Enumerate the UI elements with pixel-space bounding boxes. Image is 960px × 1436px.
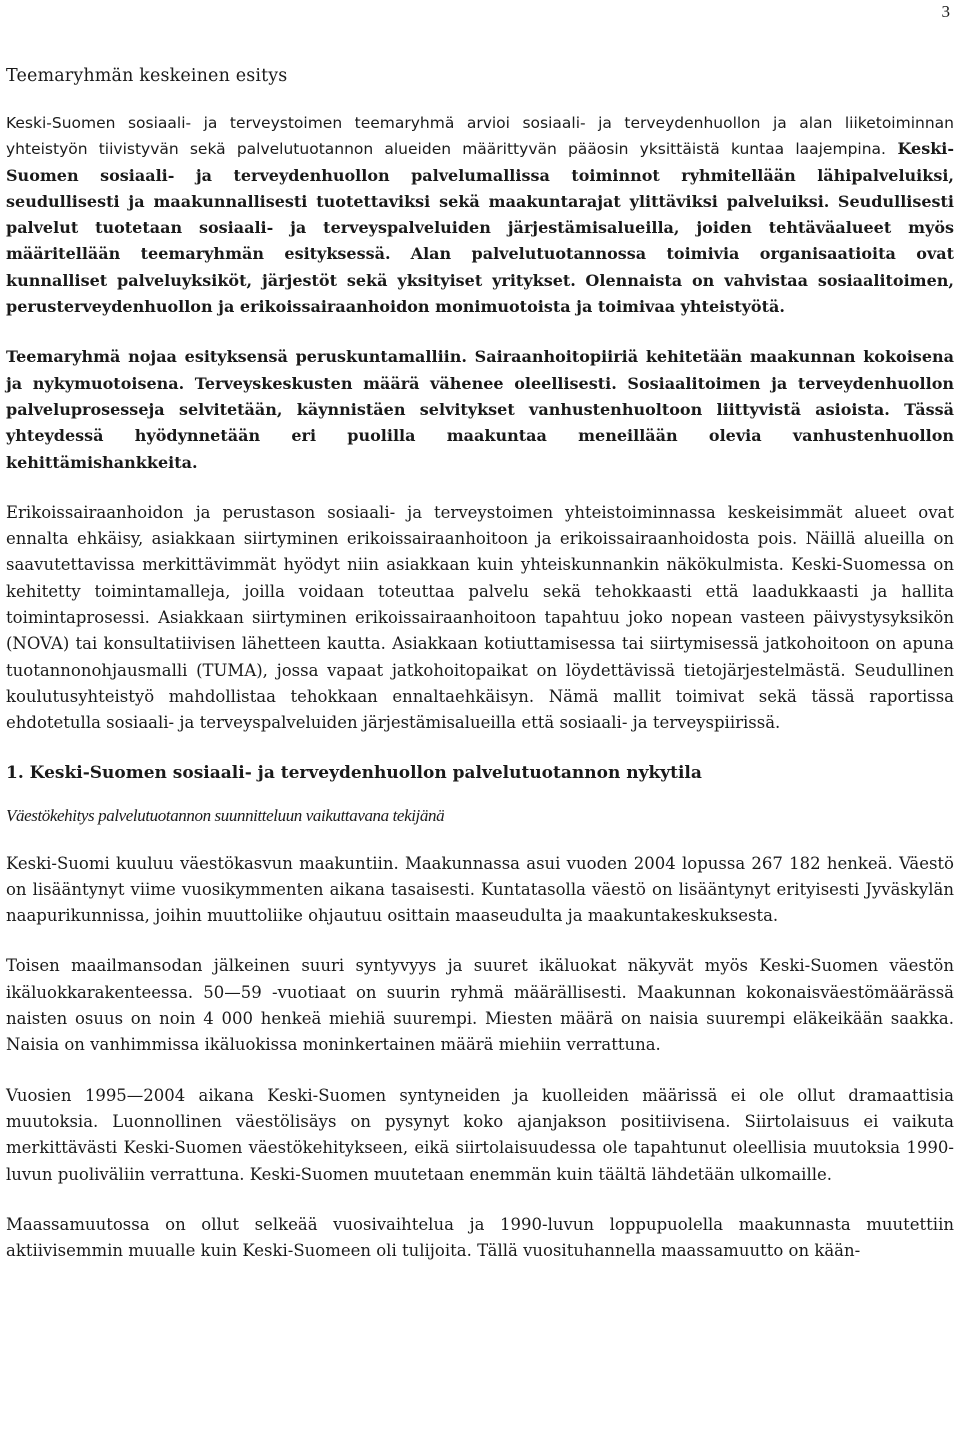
intro-bold-sentence-1: Keski-Suomen sosiaali- ja terveydenhuollon palvelumallissa toiminnot ryhmitellään lähipalveluiksi, seudullisesti ja maakunnallisesti tuotettaviksi sekä maakuntarajat ylittäviksi palveluiksi.	[6, 139, 954, 211]
erikoissairaanhoito-paragraph: Erikoissairaanhoidon ja perustason sosiaali- ja terveystoimen yhteistoiminnassa keskeisimmät alueet ovat ennalta ehkäisy, asiakkaan siirtyminen erikoissairaanhoitoon ja erikoissairaanhoidosta pois. Näillä alueilla on saavutettavissa merkittävimmät hyödyt niin asiakkaan kuin yhteiskunnankin näkökulmista. Keski-Suomessa on kehitetty toimintamalleja, joilla voidaan toteuttaa palvelu sekä tehokkaasti että laadukkaasti ja hallita toimintaprosessi. Asiakkaan siirtyminen erikoissairaanhoitoon tapahtuu joko nopean vasteen päivystysyksikön (NOVA) tai konsultatiivisen lähetteen kautta. Asiakkaan kotiuttamisessa tai siirtymisessä jatkohoitoon on apuna tuotannonohjausmalli (TUMA), jossa vapaat jatkohoitopaikat on löydettävissä tietojärjestelmästä. Seudullinen koulutusyhteistyö mahdollistaa tehokkaan ennaltaehkäisyn. Nämä mallit toimivat sekä tässä raportissa ehdotetulla sosiaali- ja terveyspalveluiden järjestämisalueilla että sosiaali- ja terveyspiirissä.	[6, 502, 954, 733]
document-heading: Teemaryhmän keskeinen esitys	[6, 66, 288, 86]
population-paragraph-4: Maassamuutossa on ollut selkeää vuosivaihtelua ja 1990-luvun loppupuolella maakunnasta muutettiin aktiivisemmin muualle kuin Keski-Suomeen oli tulijoita. Tällä vuosituhannella maassamuutto on kään-	[6, 1214, 954, 1261]
intro-bold-sentence-2: Seudullisesti palvelut tuotetaan sosiaali- ja terveyspalveluiden järjestämisalueilla, joiden tehtäväalueet myös määritellään teemaryhmän esityksessä.	[6, 191, 955, 264]
population-paragraph-2: Toisen maailmansodan jälkeinen suuri syntyvyys ja suuret ikäluokat näkyvät myös Keski-Suomen väestön ikäluokkarakenteessa. 50—59 -vuotiaat on suurin ryhmä määrällisesti. Maakunnan kokonaisväestömäärässä naisten osuus on noin 4 000 henkeä miehiä suurempi. Miesten määrä on naisia suurempi eläkeikään saakka. Naisia on vanhimmissa ikäluokissa moninkertainen määrä miehiin verrattuna.	[6, 956, 954, 1055]
section-title: 1. Keski-Suomen sosiaali- ja terveydenhuollon palvelutuotannon nykytila	[6, 762, 702, 783]
intro-bold-sentence-4: Olennaista on vahvistaa sosiaalitoimen, perusterveydenhuollon ja erikoissairaanhoidon monimuotoista ja toimivaa yhteistyötä.	[6, 270, 954, 317]
population-paragraph-1: Keski-Suomi kuuluu väestökasvun maakuntiin. Maakunnassa asui vuoden 2004 lopussa 267 182 henkeä. Väestö on lisääntynyt viime vuosikymmenten aikana tasaisesti. Kuntatasolla väestö on lisääntynyt erityisesti Jyväskylän naapurikunnissa, joihin muuttoliike ohjautuu osittain maaseudulta ja maakuntakeskuksesta.	[6, 853, 954, 926]
intro-paragraph	[6, 110, 954, 320]
population-paragraph-3: Vuosien 1995—2004 aikana Keski-Suomen syntyneiden ja kuolleiden määrissä ei ole ollut dramaattisia muutoksia. Luonnollinen väestölisäys on pysynyt koko ajanjakson positiivisena. Siirtolaisuus ei vaikuta merkittävästi Keski-Suomen väestökehitykseen, eikä siirtolaisuudessa ole tapahtunut oleellisia muutoksia 1990-luvun puoliväliin verrattuna. Keski-Suomen muutetaan enemmän kuin täältä lähdetään ulkomaille.	[6, 1085, 954, 1184]
intro-plain-text: Keski-Suomen sosiaali- ja terveystoimen teemaryhmä arvioi sosiaali- ja terveydenhuollon ja alan liiketoiminnan yhteistyön tiivistyvän sekä palvelutuotannon alueiden määrittyvän pääosin yksittäistä kuntaa laajempina.	[6, 114, 954, 159]
page-content	[6, 66, 954, 1264]
bold-summary-paragraph: Teemaryhmä nojaa esityksensä peruskuntamalliin. Sairaanhoitopiiriä kehitetään maakunnan kokoisena ja nykymuotoisena. Terveyskeskusten määrä vähenee oleellisesti. Sosiaalitoimen ja terveydenhuollon palveluprosesseja selvitetään, käynnistäen selvitykset vanhustenhuoltoon liittyvistä asioista. Tässä yhteydessä hyödynnetään eri puolilla maakuntaa meneillään olevia vanhustenhuollon kehittämishankkeita.	[6, 347, 954, 472]
intro-bold-sentence-3: Alan palvelutuotannossa toimivia organisaatioita ovat kunnalliset palveluyksiköt, järjestöt sekä yksityiset yritykset.	[6, 244, 955, 290]
subsection-title: Väestökehitys palvelutuotannon suunnitteluun vaikuttavana tekijänä	[6, 805, 445, 825]
page-number: 3	[941, 2, 950, 21]
